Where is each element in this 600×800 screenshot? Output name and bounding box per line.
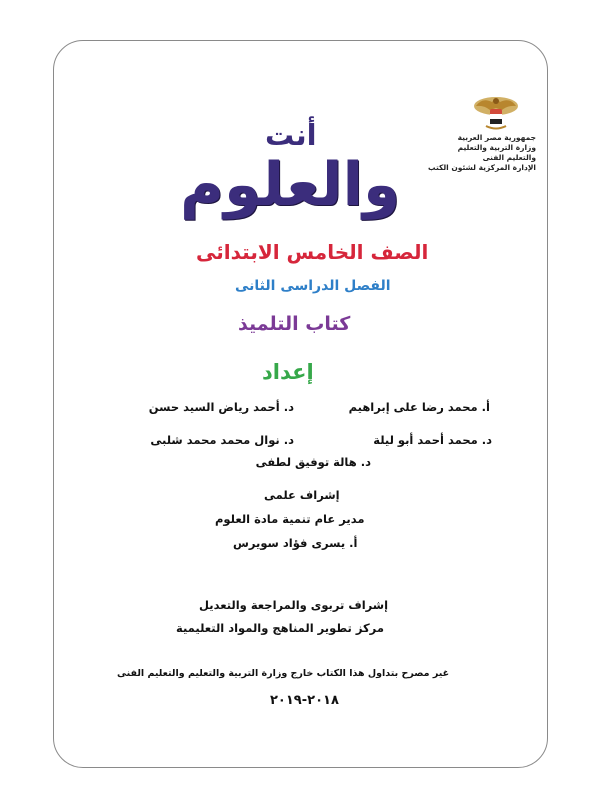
distribution-notice: غير مصرح بتداول هذا الكتاب خارج وزارة التربية والتعليم والتعليم الفنى xyxy=(117,668,450,679)
review-center-name: مركز تطوير المناهج والمواد التعليمية xyxy=(176,621,384,635)
term-label: الفصل الدراسى الثانى xyxy=(235,278,391,294)
scientific-supervisor-role: مدير عام تنمية مادة العلوم xyxy=(215,512,365,526)
ministry-line-3: والتعليم الفنى xyxy=(482,153,536,162)
scientific-supervision-heading: إشراف علمى xyxy=(264,488,340,502)
egypt-eagle-emblem-icon xyxy=(472,92,520,132)
author-5: د. هالة توفيق لطفى xyxy=(255,455,371,469)
grade-label: الصف الخامس الابتدائى xyxy=(196,240,429,264)
author-2: د. أحمد رياض السيد حسن xyxy=(148,400,294,414)
author-3: د. محمد أحمد أبو ليلة xyxy=(373,433,492,447)
book-title: والعلوم xyxy=(180,150,401,220)
ministry-line-4: الإدارة المركزية لشئون الكتب xyxy=(428,163,536,172)
ministry-line-2: وزارة التربية والتعليم xyxy=(457,143,536,152)
review-supervision-heading: إشراف تربوى والمراجعة والتعديل xyxy=(199,598,389,612)
academic-year: ٢٠١٨-٢٠١٩ xyxy=(270,693,339,708)
title-prefix: أنت xyxy=(265,118,317,152)
preparation-heading: إعداد xyxy=(262,360,314,384)
author-1: أ. محمد رضا على إبراهيم xyxy=(348,400,490,414)
ministry-line-1: جمهورية مصر العربية xyxy=(457,133,536,142)
author-4: د. نوال محمد محمد شلبى xyxy=(150,433,294,447)
scientific-supervisor-name: أ. يسرى فؤاد سويرس xyxy=(233,536,358,550)
book-type-label: كتاب التلميذ xyxy=(238,313,351,335)
